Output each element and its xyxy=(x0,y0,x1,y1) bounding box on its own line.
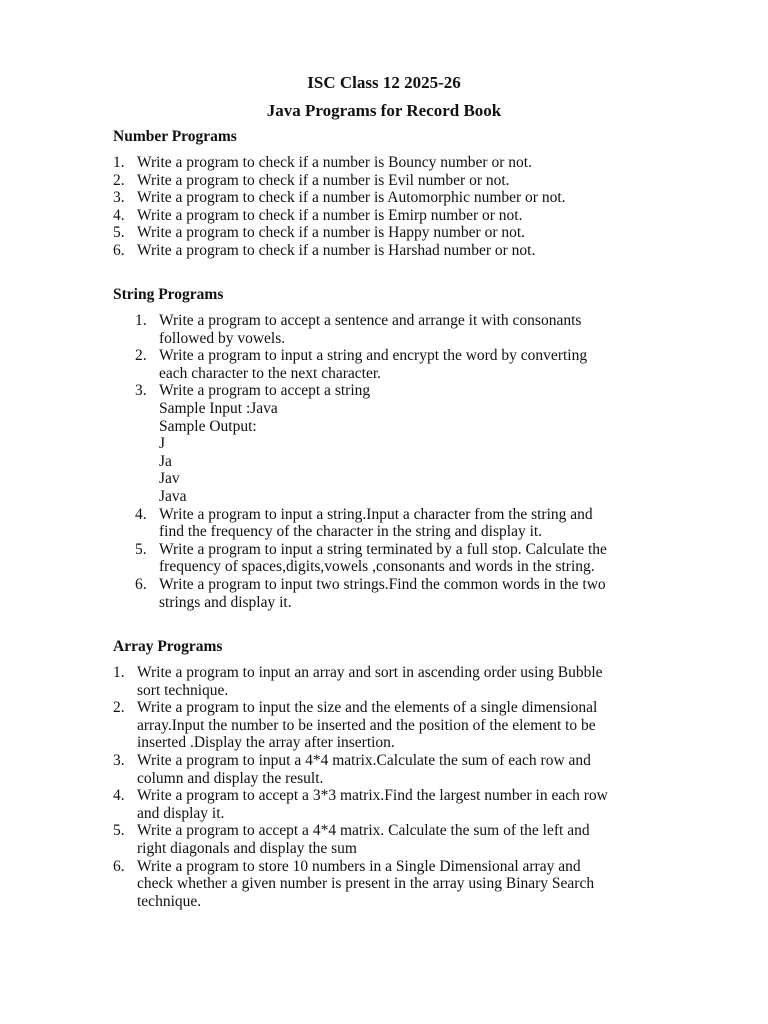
item-number: 5. xyxy=(113,822,125,840)
item-text: Write a program to input an array and sort in ascending order using Bubble sort technique. xyxy=(137,664,603,699)
list-item xyxy=(135,312,679,347)
list-item xyxy=(113,822,697,857)
item-number: 5. xyxy=(135,540,147,558)
item-number: 2. xyxy=(135,347,147,365)
list-item xyxy=(135,347,679,382)
list-item xyxy=(135,505,679,541)
item-number: 2. xyxy=(113,699,125,717)
list-item xyxy=(113,206,697,225)
item-text: Write a program to input two strings.Find the common words in the two strings and display it. xyxy=(159,575,606,611)
item-number: 4. xyxy=(135,505,147,523)
document-title: ISC Class 12 2025-26 xyxy=(307,73,461,92)
list-item xyxy=(135,382,679,505)
item-number: 1. xyxy=(135,312,147,329)
item-number: 1. xyxy=(113,154,125,171)
item-number: 3. xyxy=(113,189,125,207)
item-number: 5. xyxy=(113,224,125,242)
item-text: Write a program to check if a number is Happy number or not. xyxy=(137,224,526,242)
list-item xyxy=(113,751,697,787)
document-subtitle: Java Programs for Record Book xyxy=(266,101,502,120)
item-text: Write a program to input the size and the elements of a single dimensional array.Input the number to be inserted and the position of the element to be inserted .Display the array after insertion. xyxy=(137,699,598,752)
item-number: 6. xyxy=(113,241,125,259)
item-number: 3. xyxy=(135,382,147,400)
item-text: Write a program to accept a 3*3 matrix.Find the largest number in each row and display it. xyxy=(137,787,608,822)
item-number: 4. xyxy=(113,787,125,805)
item-number: 3. xyxy=(113,751,125,769)
item-text: Write a program to accept a string Sample Input :Java Sample Output: J Ja Jav Java xyxy=(159,382,371,505)
list-item xyxy=(113,699,697,752)
item-text: Write a program to input a 4*4 matrix.Calculate the sum of each row and column and display the result. xyxy=(137,751,591,787)
string-programs-list xyxy=(135,312,679,611)
list-item xyxy=(113,241,697,260)
item-number: 1. xyxy=(113,664,125,681)
item-text: Write a program to check if a number is Automorphic number or not. xyxy=(137,189,566,207)
item-number: 2. xyxy=(113,171,125,189)
item-text: Write a program to input a string and encrypt the word by converting each character to the next character. xyxy=(159,347,588,382)
list-item xyxy=(113,664,697,699)
item-text: Write a program to input a string terminated by a full stop. Calculate the frequency of spaces,digits,vowels ,consonants and words in the string. xyxy=(159,540,607,576)
string-programs-heading: String Programs xyxy=(113,286,224,303)
list-item xyxy=(135,575,679,611)
list-item xyxy=(113,189,697,207)
item-number: 6. xyxy=(113,857,125,875)
array-programs-list xyxy=(113,664,697,910)
item-number: 6. xyxy=(135,575,147,593)
number-programs-heading: Number Programs xyxy=(113,128,237,145)
item-text: Write a program to check if a number is Evil number or not. xyxy=(137,171,510,189)
item-text: Write a program to accept a 4*4 matrix. Calculate the sum of the left and right diagonals and display the sum xyxy=(137,822,590,857)
item-text: Write a program to store 10 numbers in a Single Dimensional array and check whether a given number is present in the array using Binary Search technique. xyxy=(137,857,595,910)
item-text: Write a program to check if a number is Harshad number or not. xyxy=(137,241,536,259)
list-item xyxy=(113,857,697,911)
list-item xyxy=(113,171,697,190)
item-text: Write a program to input a string.Input a character from the string and find the frequency of the character in the string and display it. xyxy=(159,505,593,541)
list-item xyxy=(113,224,697,242)
item-text: Write a program to check if a number is Bouncy number or not. xyxy=(137,154,532,171)
number-programs-list xyxy=(113,154,697,260)
item-text: Write a program to check if a number is Emirp number or not. xyxy=(137,206,523,224)
list-item xyxy=(135,540,679,576)
item-number: 4. xyxy=(113,206,125,224)
list-item xyxy=(113,154,697,172)
array-programs-heading: Array Programs xyxy=(113,638,223,655)
item-text: Write a program to accept a sentence and arrange it with consonants followed by vowels. xyxy=(159,312,582,347)
list-item xyxy=(113,787,697,822)
